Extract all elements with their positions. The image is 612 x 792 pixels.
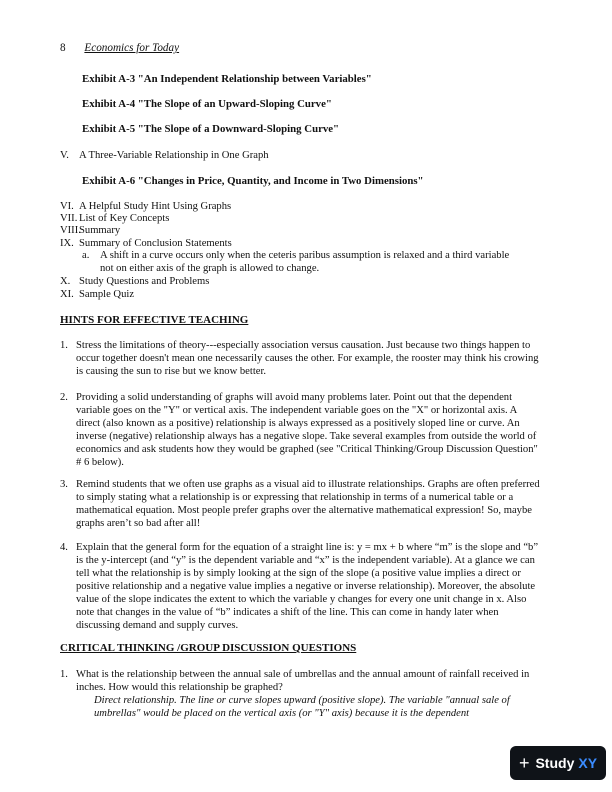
subitem-label: a. — [82, 250, 90, 261]
outline-text: A Helpful Study Hint Using Graphs — [79, 201, 232, 212]
hint-item — [60, 391, 540, 469]
hint-text: Explain that the general form for the equation of a straight line is: y = mx + b where “m” is the slope and “b” is the y-intercept (and “y” is the dependent variable and “x” is the independent variable). At a glance we can tell what the relationship is by simply looking at the sign of the slope (a positive value implies a direct or positive relationship and a negative value implies a negative or inverse relationship). Moreover, the absolute value of the slope indicates the extent to which the variable y changes for every one unit change in x. Also note that changes in the value of “b” indicates a shift of the line. This can come in handy later when discussing demand and supply curves. — [76, 542, 539, 631]
outline-text: Sample Quiz — [79, 289, 135, 300]
hint-number: 4. — [60, 542, 68, 553]
hint-item — [60, 478, 540, 530]
question-item — [60, 668, 540, 720]
outline-numeral: VI. — [60, 201, 74, 212]
exhibit-a5: Exhibit A-5 "The Slope of a Downward-Sloping Curve" — [82, 123, 340, 135]
outline-text: A Three-Variable Relationship in One Graph — [79, 150, 269, 161]
outline-numeral: X. — [60, 276, 71, 287]
outline-text: Summary of Conclusion Statements — [79, 238, 232, 249]
studyxy-logo[interactable] — [510, 746, 606, 780]
exhibit-a6: Exhibit A-6 "Changes in Price, Quantity, and Income in Two Dimensions" — [82, 175, 424, 187]
outline-text: Summary — [79, 225, 121, 236]
logo-brand-accent: XY — [578, 754, 598, 771]
page-header — [60, 42, 179, 55]
book-title: Economics for Today — [84, 42, 180, 54]
outline-item-xi — [60, 288, 134, 301]
hint-item — [60, 541, 540, 632]
exhibit-a4: Exhibit A-4 "The Slope of an Upward-Sloping Curve" — [82, 98, 332, 110]
outline-item-viii — [60, 224, 120, 237]
critical-heading: CRITICAL THINKING /GROUP DISCUSSION QUESTIONS — [60, 642, 357, 654]
outline-numeral: VIII. — [60, 225, 81, 236]
hint-text: Providing a solid understanding of graphs will avoid many problems later. Point out that the dependent variable goes on the "Y" or vertical axis. The independent variable goes on the "X" or horizontal axis. A direct (also known as a positive) relationship is always expressed as a positively sloped line or curve. An inverse (negative) relationship always has a negative slope. Take several examples from outside the world of economics and ask students how they would be graphed (see "Critical Thinking/Group Discussion Question" # 6 below). — [76, 392, 538, 468]
hint-number: 1. — [60, 340, 68, 351]
outline-text: Study Questions and Problems — [79, 276, 210, 287]
answer-text: Direct relationship. The line or curve slopes upward (positive slope). The variable "annual sale of umbrellas" would be placed on the vertical axis (or "Y" axis) because it is the dependent — [94, 695, 510, 719]
page-number: 8 — [60, 42, 66, 54]
hints-heading: HINTS FOR EFFECTIVE TEACHING — [60, 314, 249, 326]
outline-text: List of Key Concepts — [79, 213, 170, 224]
hint-number: 2. — [60, 392, 68, 403]
hint-number: 3. — [60, 479, 68, 490]
outline-numeral: V. — [60, 150, 69, 161]
hint-item — [60, 339, 540, 378]
exhibit-a3: Exhibit A-3 "An Independent Relationship between Variables" — [82, 73, 372, 85]
question-text: What is the relationship between the annual sale of umbrellas and the annual amount of rainfall received in inches. How would this relationship be graphed? — [76, 669, 530, 693]
outline-numeral: IX. — [60, 238, 74, 249]
ix-subitem — [82, 249, 522, 275]
outline-item-v — [60, 149, 269, 162]
outline-numeral: XI. — [60, 289, 74, 300]
hint-text: Stress the limitations of theory---especially association versus causation. Just because two things happen to occur together doesn't mean one necessarily causes the other. For example, the rooster may think his crowing is causing the sun to rise but we know better. — [76, 340, 539, 377]
question-body — [76, 668, 540, 720]
outline-numeral: VII. — [60, 213, 78, 224]
question-number: 1. — [60, 669, 68, 680]
subitem-text: A shift in a curve occurs only when the ceteris paribus assumption is relaxed and a third variable not on either axis of the graph is allowed to change. — [100, 250, 510, 274]
logo-brand: Study — [535, 754, 575, 771]
plus-icon: + — [518, 752, 530, 773]
outline-item-x — [60, 275, 209, 288]
hint-text: Remind students that we often use graphs as a visual aid to illustrate relationships. Graphs are often preferred to simply stating what a relationship is or expressing that relationship in terms of a numerical table or a mathematical equation. Most people prefer graphs over the alternative mathematical expression! So, maybe graphs aren’t so bad after all! — [76, 479, 540, 529]
